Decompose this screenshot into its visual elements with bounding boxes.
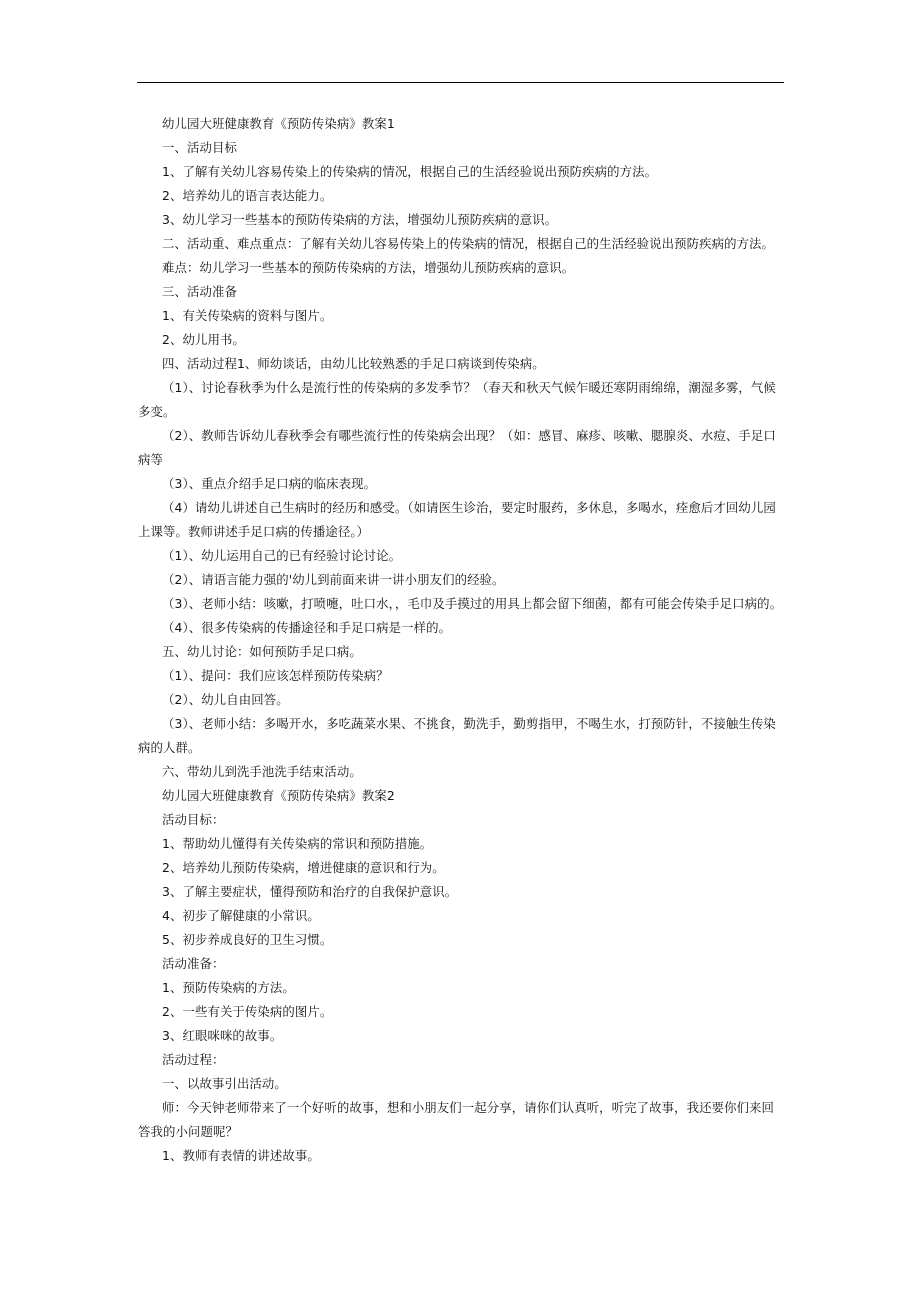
section-heading: 三、活动准备: [162, 284, 237, 299]
paragraph: （1）、幼儿运用自己的已有经验讨论讨论。: [162, 548, 402, 563]
paragraph: （3）、老师小结：多喝开水，多吃蔬菜水果、不挑食，勤洗手，勤剪指甲，不喝生水，打预防针，不接触生传染病的人群。: [138, 716, 776, 755]
paragraph: （1）、讨论春秋季为什么是流行性的传染病的多发季节？（春天和秋天气候乍暖还寒阴雨绵绵，潮湿多雾，气候多变。: [138, 380, 776, 419]
paragraph: 一、以故事引出活动。: [162, 1076, 287, 1091]
paragraph: 1、预防传染病的方法。: [162, 980, 295, 995]
paragraph: （3）、重点介绍手足口病的临床表现。: [162, 476, 377, 491]
paragraph: 2、培养幼儿的语言表达能力。: [162, 188, 333, 203]
doc-title-2: 幼儿园大班健康教育《预防传染病》教案2: [162, 788, 395, 803]
paragraph: 1、了解有关幼儿容易传染上的传染病的情况，根据自己的生活经验说出预防疾病的方法。: [162, 164, 658, 179]
paragraph: （2）、教师告诉幼儿春秋季会有哪些流行性的传染病会出现？（如：感冒、麻疹、咳嗽、腮腺炎、水痘、手足口病等: [138, 428, 776, 467]
section-heading: 六、带幼儿到洗手池洗手结束活动。: [162, 764, 362, 779]
paragraph: 4、初步了解健康的小常识。: [162, 908, 320, 923]
paragraph: 2、培养幼儿预防传染病，增进健康的意识和行为。: [162, 860, 445, 875]
paragraph: 师：今天钟老师带来了一个好听的故事，想和小朋友们一起分享，请你们认真听，听完了故事，我还要你们来回答我的小问题呢？: [138, 1100, 775, 1139]
section-heading: 四、活动过程1、师幼谈话，由幼儿比较熟悉的手足口病谈到传染病。: [162, 356, 545, 371]
paragraph: 1、帮助幼儿懂得有关传染病的常识和预防措施。: [162, 836, 433, 851]
paragraph: 3、了解主要症状，懂得预防和治疗的自我保护意识。: [162, 884, 458, 899]
document-body: [138, 112, 784, 1168]
paragraph: 1、有关传染病的资料与图片。: [162, 308, 333, 323]
header-rule: [137, 82, 784, 83]
paragraph: 2、幼儿用书。: [162, 332, 245, 347]
section-heading: 五、幼儿讨论：如何预防手足口病。: [162, 644, 362, 659]
paragraph: 难点：幼儿学习一些基本的预防传染病的方法，增强幼儿预防疾病的意识。: [162, 260, 575, 275]
paragraph: 5、初步养成良好的卫生习惯。: [162, 932, 333, 947]
paragraph: （4）、很多传染病的传播途径和手足口病是一样的。: [162, 620, 452, 635]
paragraph: 3、幼儿学习一些基本的预防传染病的方法，增强幼儿预防疾病的意识。: [162, 212, 558, 227]
paragraph: 3、红眼咪咪的故事。: [162, 1028, 283, 1043]
section-heading: 一、活动目标: [162, 140, 237, 155]
paragraph: （4）请幼儿讲述自己生病时的经历和感受。（如请医生诊治，要定时服药，多休息，多喝水，痊愈后才回幼儿园上课等。教师讲述手足口病的传播途径。）: [138, 500, 776, 539]
paragraph: （2）、幼儿自由回答。: [162, 692, 289, 707]
paragraph: （2）、请语言能力强的'幼儿到前面来讲一讲小朋友们的经验。: [162, 572, 505, 587]
paragraph: 1、教师有表情的讲述故事。: [162, 1148, 320, 1163]
section-heading: 活动目标：: [162, 812, 225, 827]
section-heading: 活动准备：: [162, 956, 225, 971]
paragraph: 2、一些有关于传染病的图片。: [162, 1004, 333, 1019]
section-heading: 二、活动重、难点重点：了解有关幼儿容易传染上的传染病的情况，根据自己的生活经验说出预防疾病的方法。: [162, 236, 775, 251]
section-heading: 活动过程：: [162, 1052, 225, 1067]
paragraph: （3）、老师小结：咳嗽，打喷嚏，吐口水，，毛巾及手摸过的用具上都会留下细菌，都有可能会传染手足口病的。: [162, 596, 783, 611]
doc-title-1: 幼儿园大班健康教育《预防传染病》教案1: [162, 116, 395, 131]
paragraph: （1）、提问：我们应该怎样预防传染病？: [162, 668, 389, 683]
